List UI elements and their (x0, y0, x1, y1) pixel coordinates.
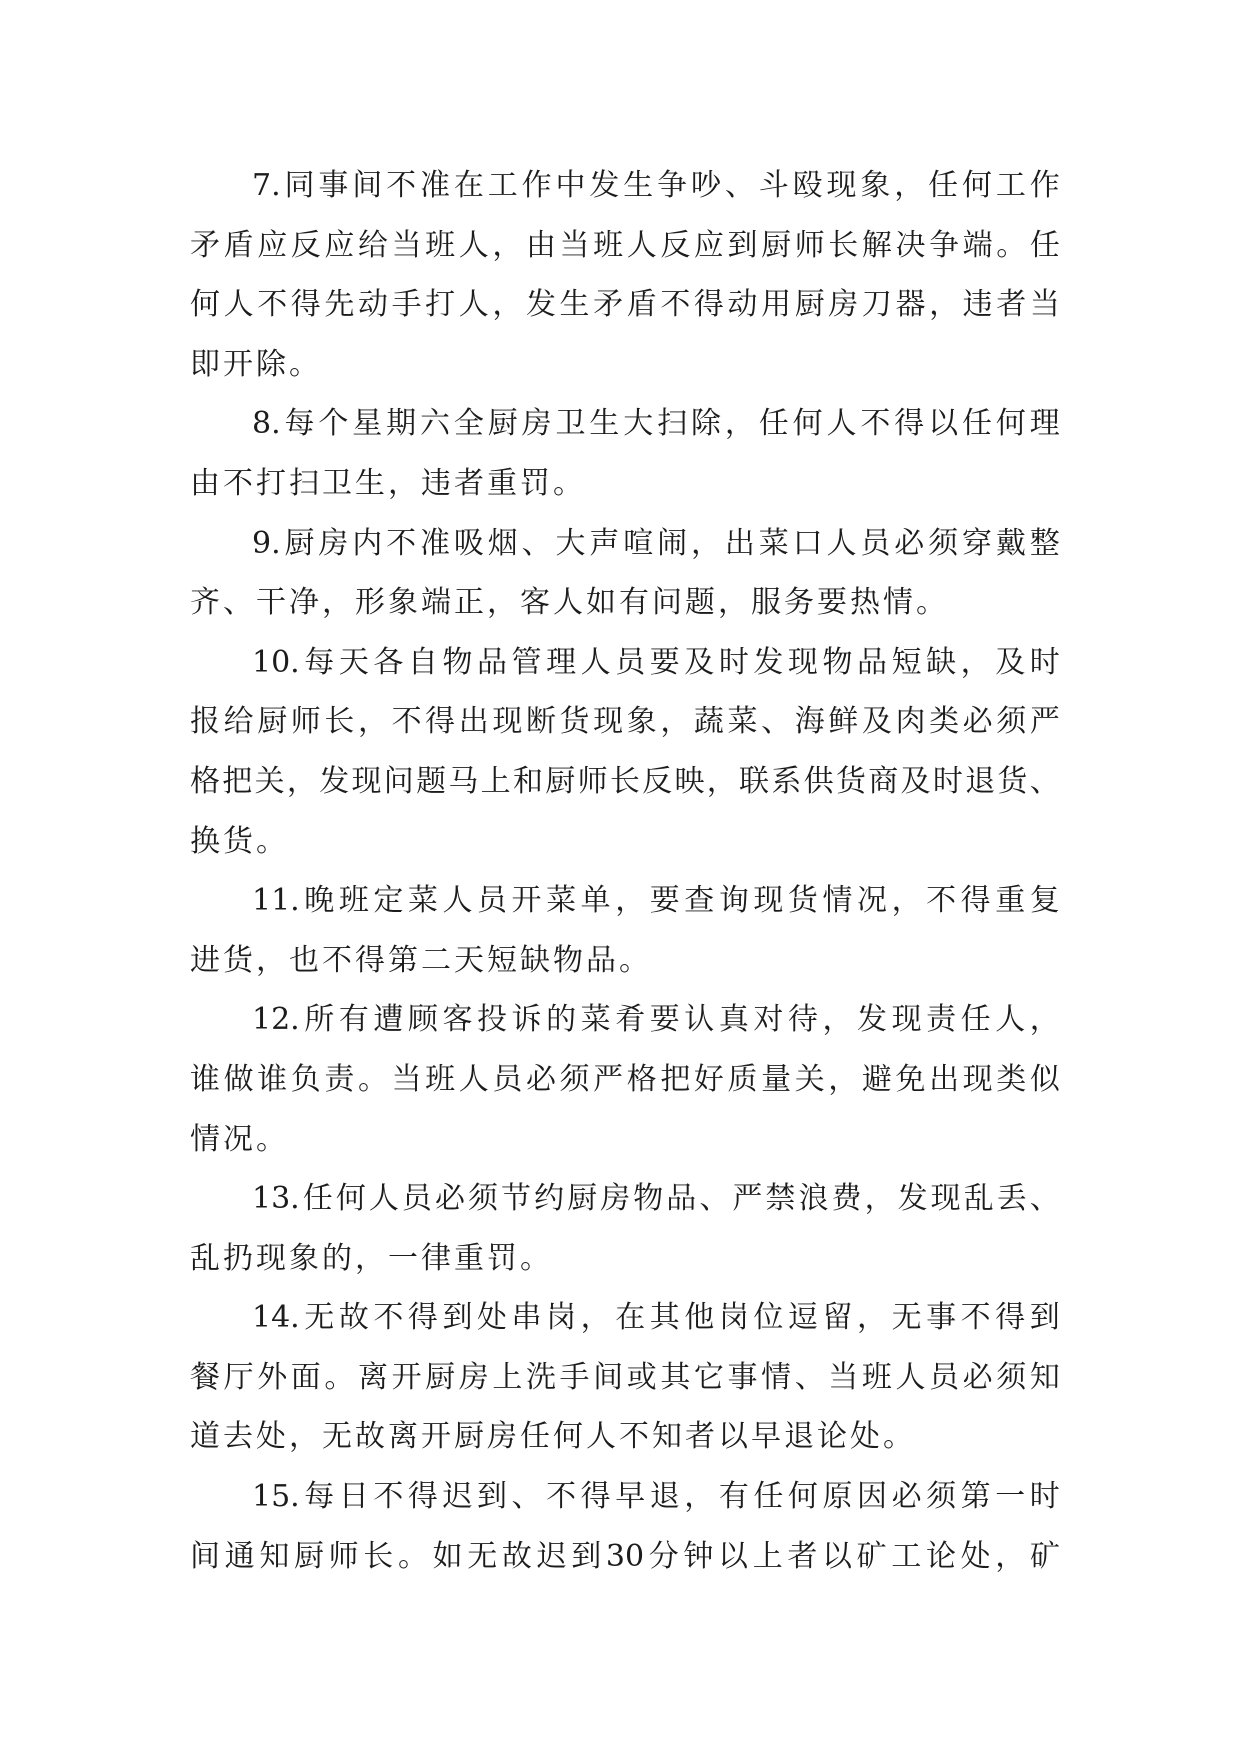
text-line: 14. 无 故 不 得 到 处 串 岗 ， 在 其 他 岗 位 逗 留 ， 无 事 不 得 到 (252, 1300, 1060, 1336)
text-line: 由不打扫卫生，违者重罚。 (190, 465, 586, 501)
text-line: 齐、干净，形象端正，客人如有问题，服务要热情。 (190, 585, 949, 621)
text-line: 矛 盾 应 反 应 给 当 班 人 ， 由 当 班 人 反 应 到 厨 师 长 解 决 争 端 。 任 (190, 227, 1060, 263)
text-line: 进货，也不得第二天短缺物品。 (190, 942, 652, 978)
text-line: 15. 每 日 不 得 迟 到 、 不 得 早 退 ， 有 任 何 原 因 必 须 第 一 时 (252, 1479, 1060, 1515)
text-line: 换货。 (190, 823, 289, 859)
text-line: 12. 所 有 遭 顾 客 投 诉 的 菜 肴 要 认 真 对 待 ， 发 现 责 任 人 ， (252, 1002, 1060, 1038)
text-line: 格 把 关 ， 发 现 问 题 马 上 和 厨 师 长 反 映 ， 联 系 供 货 商 及 时 退 货 、 (190, 763, 1060, 799)
text-line: 报 给 厨 师 长 ， 不 得 出 现 断 货 现 象 ， 蔬 菜 、 海 鲜 及 肉 类 必 须 严 (190, 704, 1060, 740)
text-line: 11. 晚 班 定 菜 人 员 开 菜 单 ， 要 查 询 现 货 情 况 ， 不 得 重 复 (252, 883, 1060, 919)
text-line: 13. 任 何 人 员 必 须 节 约 厨 房 物 品 、 严 禁 浪 费 ， 发 现 乱 丢 、 (252, 1181, 1060, 1217)
text-line: 道去处，无故离开厨房任何人不知者以早退论处。 (190, 1419, 916, 1455)
text-line: 间 通 知 厨 师 长 。 如 无 故 迟 到 30 分 钟 以 上 者 以 矿 工 论 处 ， 矿 (190, 1538, 1060, 1574)
document-body (190, 156, 1060, 1586)
text-line: 餐 厅 外 面 。 离 开 厨 房 上 洗 手 间 或 其 它 事 情 、 当 班 人 员 必 须 知 (190, 1359, 1060, 1395)
text-line: 何 人 不 得 先 动 手 打 人 ， 发 生 矛 盾 不 得 动 用 厨 房 刀 器 ， 违 者 当 (190, 287, 1060, 323)
text-line: 情况。 (190, 1121, 289, 1157)
text-line: 7. 同 事 间 不 准 在 工 作 中 发 生 争 吵 、 斗 殴 现 象 ， 任 何 工 作 (252, 168, 1060, 203)
text-line: 9. 厨 房 内 不 准 吸 烟 、 大 声 喧 闹 ， 出 菜 口 人 员 必 须 穿 戴 整 (252, 525, 1060, 561)
text-line: 8. 每 个 星 期 六 全 厨 房 卫 生 大 扫 除 ， 任 何 人 不 得 以 任 何 理 (252, 406, 1060, 442)
text-line: 乱扔现象的，一律重罚。 (190, 1240, 553, 1276)
text-line: 谁 做 谁 负 责 。 当 班 人 员 必 须 严 格 把 好 质 量 关 ， 避 免 出 现 类 似 (190, 1061, 1060, 1097)
text-line: 10. 每 天 各 自 物 品 管 理 人 员 要 及 时 发 现 物 品 短 缺 ， 及 时 (252, 644, 1060, 680)
text-line: 即开除。 (190, 346, 322, 382)
